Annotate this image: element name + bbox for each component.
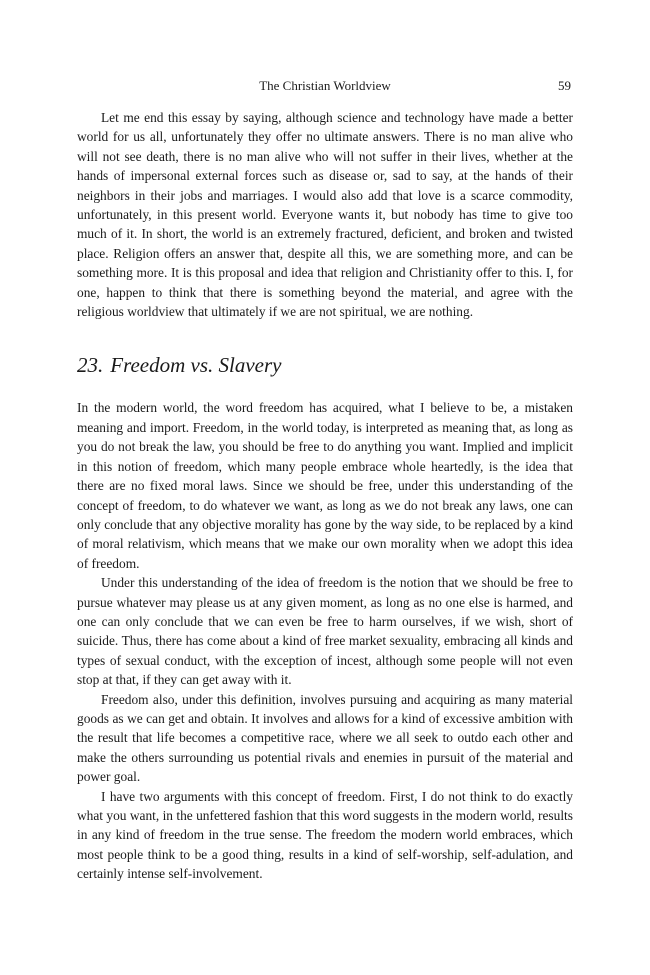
page-number: 59 bbox=[558, 78, 571, 93]
body-paragraph-4: I have two arguments with this concept of freedom. First, I do not think to do exactly what you want, in the unfettered fashion that this word suggests in the modern world, results in any kind of freedom in the true sense. The freedom the modern world embraces, which most people think to be a good thing, results in a kind of self-worship, self-adulation, and certainly intense self-involvement. bbox=[77, 788, 573, 882]
body-paragraph-1: In the modern world, the word freedom has acquired, what I believe to be, a mistaken meaning and import. Freedom, in the world today, is interpreted as meaning that, as long as you do not break the law, you should be free to do anything you want. Implied and implicit in this notion of freedom, which many people embrace whole heartedly, is the idea that there are no fixed moral laws. Since we should be free, under this understanding of the concept of freedom, to do whatever we want, as long as we do not break any laws, one can only conclude that any objective morality has gone by the way side, to be replaced by a kind of moral relativism, which means that we make our own morality when we adopt this idea of freedom. bbox=[77, 400, 573, 571]
section-title: Freedom vs. Slavery bbox=[110, 353, 282, 378]
running-title: The Christian Worldview bbox=[259, 78, 391, 93]
body-paragraph-3: Freedom also, under this definition, involves pursuing and acquiring as many material goods as we can get and obtain. It involves and allows for a kind of excessive ambition with the result that life becomes a competitive race, where we all seek to outdo each other and make the others surrounding us potential rivals and enemies in pursuit of the material and power goal. bbox=[77, 691, 573, 785]
section-number: 23. bbox=[77, 353, 104, 378]
intro-paragraph: Let me end this essay by saying, although science and technology have made a better world for us all, unfortunately they offer no ultimate answers. There is no man alive who will not see death, there is no man alive who will not suffer in their lives, whether at the hands of impersonal external forces such as disease or, sad to say, at the hands of their neighbors in their jobs and marriages. I would also add that love is a scarce commodity, unfortunately, in this present world. Everyone wants it, but nobody has time to give too much of it. In short, the world is an extremely fractured, deficient, and broken and twisted place. Religion offers an answer that, despite all this, we are something more, and can be something more. It is this proposal and idea that religion and Christianity offer to this. I, for one, happen to think that there is something beyond the material, and agree with the religious worldview that ultimately if we are not spiritual, we are nothing. bbox=[77, 110, 573, 320]
book-page bbox=[77, 76, 573, 884]
body-paragraph-2: Under this understanding of the idea of freedom is the notion that we should be free to pursue whatever may please us at any given moment, as long as no one else is harmed, and one can only conclude that we can even be free to harm ourselves, if we wish, short of suicide. Thus, there has come about a kind of free market sexuality, embracing all kinds and types of sexual conduct, with the exception of incest, although some people will not even stop at that, if they can get away with it. bbox=[77, 575, 573, 688]
running-head bbox=[77, 76, 573, 96]
section-heading bbox=[77, 351, 573, 379]
